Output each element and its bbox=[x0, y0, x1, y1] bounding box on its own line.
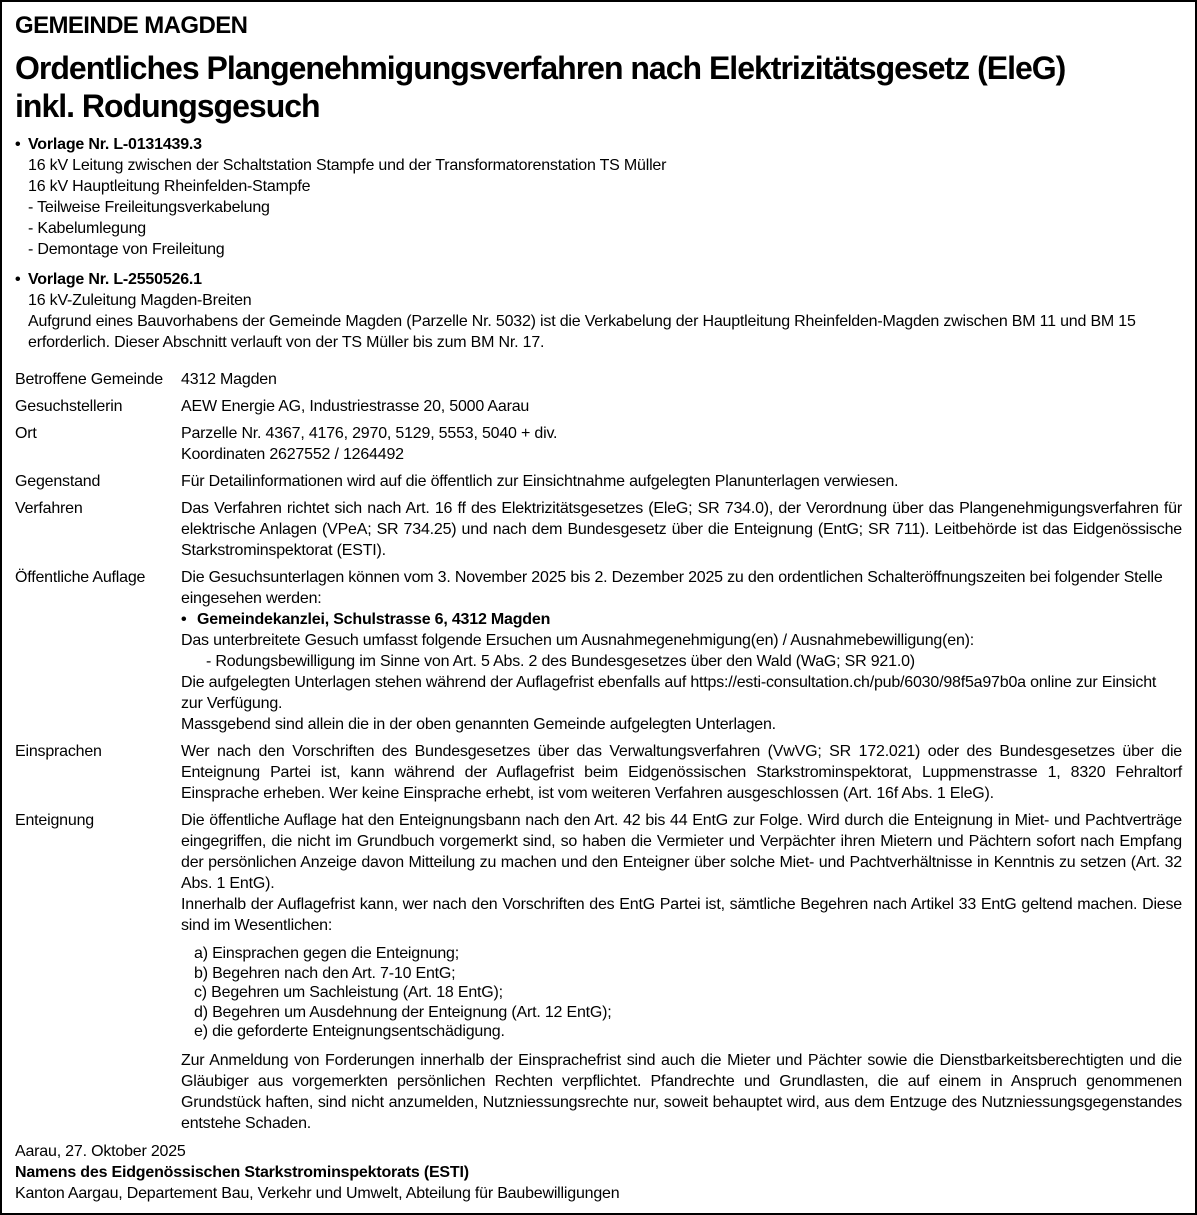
field-value: Das Verfahren richtet sich nach Art. 16 ff des Elektrizitätsgesetzes (EleG; SR 734.0), der Verordnung über das Plangenehmigungsverfahren für elektrische Anlagen (VPeA; SR 734.25) und nach dem Bundesgesetz über die Enteignung (EntG; SR 711). Leitbehörde ist das Eidgenössische Starkstrominspektorat (ESTI). bbox=[181, 500, 1182, 559]
auflage-request-intro: Das unterbreitete Gesuch umfasst folgende Ersuchen um Ausnahmegenehmigung(en) / Ausnahmebewilligung(en): bbox=[181, 632, 975, 649]
row-verfahren bbox=[15, 498, 1182, 561]
field-label: Gegenstand bbox=[15, 473, 101, 490]
proposal-line: Aufgrund eines Bauvorhabens der Gemeinde Magden (Parzelle Nr. 5032) ist die Verkabelung der Hauptleitung Rheinfelden-Magden zwischen BM 11 und BM 15 erforderlich. Dieser Abschnitt verlauft von der TS Müller bis zum BM Nr. 17. bbox=[28, 313, 1136, 351]
auflage-location-text: Gemeindekanzlei, Schulstrasse 6, 4312 Magden bbox=[197, 611, 551, 628]
ort-koordinaten: Koordinaten 2627552 / 1264492 bbox=[181, 446, 404, 463]
field-label: Verfahren bbox=[15, 500, 83, 517]
bullet-icon: • bbox=[181, 611, 187, 628]
row-betroffene-gemeinde bbox=[15, 369, 1182, 390]
field-value bbox=[181, 567, 1182, 735]
auflage-exception: - Rodungsbewilligung im Sinne von Art. 5 Abs. 2 des Bundesgesetzes über den Wald (WaG; SR 921.0) bbox=[206, 653, 915, 670]
bullet-icon: • bbox=[15, 136, 21, 153]
list-item: e) die geforderte Enteignungsentschädigung. bbox=[194, 1023, 505, 1040]
auflage-note: Massgebend sind allein die in der oben genannten Gemeinde aufgelegten Unterlagen. bbox=[181, 716, 776, 733]
enteignung-para2: Innerhalb der Auflagefrist kann, wer nach den Vorschriften des EntG Partei ist, sämtliche Begehren nach Artikel 33 EntG geltend machen. Diese sind im Wesentlichen: bbox=[181, 896, 1182, 934]
field-value: Wer nach den Vorschriften des Bundesgesetzes über das Verwaltungsverfahren (VwVG; SR 172.021) oder des Bundesgesetzes über die Enteignung Partei ist, kann während der Auflagefrist beim Eidgenössischen Starkstrominspektorat, Luppmenstrasse 1, 8320 Fehraltorf Einsprache erheben. Wer keine Einsprache erhebt, ist vom weiteren Verfahren ausgeschlossen (Art. 16f Abs. 1 EleG). bbox=[181, 743, 1182, 802]
enteignung-claims-list bbox=[194, 944, 1182, 1042]
footer-place-date: Aarau, 27. Oktober 2025 bbox=[15, 1142, 186, 1160]
row-gegenstand bbox=[15, 471, 1182, 492]
field-label: Öffentliche Auflage bbox=[15, 569, 146, 586]
proposal-1-heading bbox=[15, 134, 1182, 155]
auflage-location bbox=[181, 609, 1182, 630]
detail-table bbox=[15, 369, 1182, 1134]
row-oeffentliche-auflage bbox=[15, 567, 1182, 735]
proposal-line: 16 kV Leitung zwischen der Schaltstation Stampfe und der Transformatorenstation TS Müller bbox=[28, 157, 667, 174]
proposal-1 bbox=[15, 134, 1182, 260]
field-label: Einsprachen bbox=[15, 743, 102, 760]
field-label: Enteignung bbox=[15, 812, 94, 829]
proposal-line: - Demontage von Freileitung bbox=[28, 241, 225, 258]
auflage-intro: Die Gesuchsunterlagen können vom 3. November 2025 bis 2. Dezember 2025 zu den ordentlichen Schalteröffnungszeiten bei folgender Stelle eingesehen werden: bbox=[181, 569, 1163, 607]
field-value: AEW Energie AG, Industriestrasse 20, 5000 Aarau bbox=[181, 398, 530, 415]
proposal-1-details bbox=[28, 155, 1182, 260]
consultation-url-link[interactable]: https://esti-consultation.ch/pub/6030/98f5a97b0a bbox=[690, 674, 1026, 691]
proposal-1-number: Vorlage Nr. L-0131439.3 bbox=[28, 136, 202, 153]
municipality-header: GEMEINDE MAGDEN bbox=[15, 12, 248, 39]
bullet-icon: • bbox=[15, 271, 21, 288]
notice-title-line2: inkl. Rodungsgesuch bbox=[15, 88, 320, 124]
notice-title-line1: Ordentliches Plangenehmigungsverfahren nach Elektrizitätsgesetz (EleG) bbox=[15, 50, 1066, 86]
footer-authority: Namens des Eidgenössischen Starkstrominspektorats (ESTI) bbox=[15, 1163, 469, 1181]
proposal-line: 16 kV Hauptleitung Rheinfelden-Stampfe bbox=[28, 178, 311, 195]
list-item: d) Begehren um Ausdehnung der Enteignung (Art. 12 EntG); bbox=[194, 1003, 612, 1021]
row-ort bbox=[15, 423, 1182, 465]
field-value: 4312 Magden bbox=[181, 371, 277, 388]
proposal-2 bbox=[15, 269, 1182, 353]
row-einsprachen bbox=[15, 741, 1182, 804]
proposal-2-number: Vorlage Nr. L-2550526.1 bbox=[28, 271, 202, 288]
field-label: Ort bbox=[15, 425, 37, 442]
proposal-2-heading bbox=[15, 269, 1182, 290]
proposal-line: - Kabelumlegung bbox=[28, 220, 146, 237]
enteignung-para1: Die öffentliche Auflage hat den Enteignungsbann nach den Art. 42 bis 44 EntG zur Folge. Wird durch die Enteignung in Miet- und Pachtverträge eingegriffen, die nicht im Grundbuch vorgemerkt sind, so haben die Vermieter und Verpächter ihren Mietern und Pächtern sofort nach Empfang der persönlichen Anzeige davon Mitteilung zu machen und den Enteigner über solche Miet- und Pachtverhältnisse in Kenntnis zu setzen (Art. 32 Abs. 1 EntG). bbox=[181, 812, 1182, 892]
proposal-line: 16 kV-Zuleitung Magden-Breiten bbox=[28, 292, 252, 309]
field-label: Gesuchstellerin bbox=[15, 398, 123, 415]
row-enteignung bbox=[15, 810, 1182, 1134]
auflage-online bbox=[181, 672, 1182, 714]
field-value bbox=[181, 423, 1182, 465]
footer bbox=[15, 1141, 1182, 1204]
field-value: Für Detailinformationen wird auf die öffentlich zur Einsichtnahme aufgelegten Planunterlagen verwiesen. bbox=[181, 473, 899, 490]
enteignung-para3: Zur Anmeldung von Forderungen innerhalb der Einsprachefrist sind auch die Mieter und Pächter sowie die Dienstbarkeitsberechtigten und die Gläubiger aus vorgemerkten persönlichen Rechten verpflichtet. Pfandrechte und Grundlasten, die auf einem in Anspruch genommenen Grundstück haften, sind nicht anzumelden, Nutzniessungsrechte nur, soweit behauptet wird, aus dem Entzuge des Nutzniessungsgegenstandes entstehe Schaden. bbox=[181, 1051, 1182, 1132]
list-item: a) Einsprachen gegen die Enteignung; bbox=[194, 945, 460, 962]
list-item: c) Begehren um Sachleistung (Art. 18 EntG); bbox=[194, 984, 503, 1001]
auflage-online-post: online zur Einsicht zur Verfügung. bbox=[181, 674, 1157, 712]
proposal-line: - Teilweise Freileitungsverkabelung bbox=[28, 199, 270, 216]
row-gesuchstellerin bbox=[15, 396, 1182, 417]
ort-parzellen: Parzelle Nr. 4367, 4176, 2970, 5129, 5553, 5040 + div. bbox=[181, 425, 558, 442]
list-item: b) Begehren nach den Art. 7-10 EntG; bbox=[194, 964, 456, 982]
auflage-online-pre: Die aufgelegten Unterlagen stehen während der Auflagefrist ebenfalls auf bbox=[181, 674, 691, 691]
proposal-2-details bbox=[28, 290, 1182, 353]
field-value bbox=[181, 810, 1182, 1134]
footer-department: Kanton Aargau, Departement Bau, Verkehr und Umwelt, Abteilung für Baubewilligungen bbox=[15, 1184, 620, 1202]
field-label: Betroffene Gemeinde bbox=[15, 371, 164, 388]
